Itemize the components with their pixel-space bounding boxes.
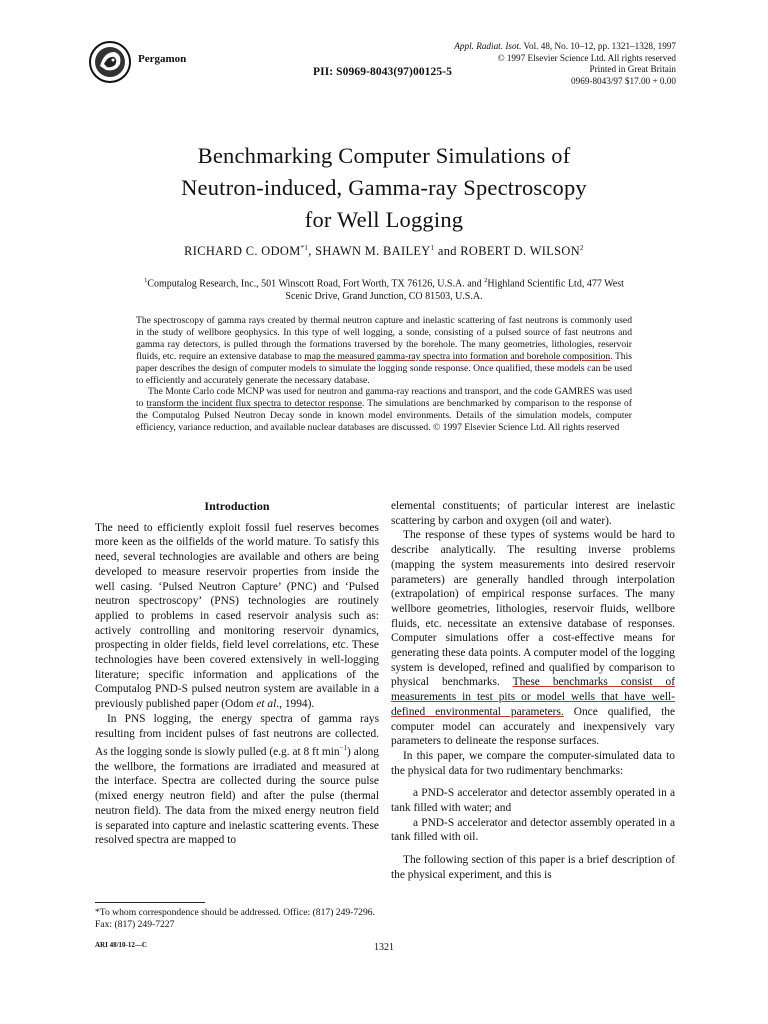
abstract-underlined-text: map the measured gamma-ray spectra into formation and borehole composition [304,350,611,362]
abstract-text: The Monte Carlo code MCNP was used for neutron and gamma-ray reactions and transport, and the code GAMRES was used to [136,386,632,410]
affil-1: Computalog Research, Inc., 501 Winscott Road, Fort Worth, TX 76126, U.S.A. and [147,278,485,290]
author-3: and ROBERT D. WILSON [434,244,580,259]
footnote [95,907,379,930]
footnote-text: *To whom correspondence should be addressed. Office: (817) 249-7296. Fax: (817) 249-7227 [95,907,375,930]
title-line-3: for Well Logging [304,207,464,232]
intro-paragraph-2 [95,712,379,848]
benchmark-item-2: a PND-S accelerator and detector assembly operated in a tank filled with oil. [391,816,675,844]
printed-line: Printed in Great Britain [589,64,676,75]
publisher-name: Pergamon [138,53,187,65]
abstract-text: . This paper describes the design of computer models to simulate the logging sonde response. Once qualified, these models can be used to efficiently and accurately generate the necessary database. [136,350,632,386]
title-line-2: Neutron-induced, Gamma-ray Spectroscopy [181,175,587,200]
abstract-paragraph-1 [136,315,632,386]
right-paragraph-3: In this paper, we compare the computer-simulated data to the physical data for two rudimentary benchmarks: [391,749,675,777]
pii-identifier: PII: S0969-8043(97)00125-5 [313,66,452,78]
body-underlined-text: These benchmarks consist of measurements in test pits or model wells that have well-defined environmental parameters. [391,676,675,718]
paper-title [84,140,684,236]
right-paragraph-4: The following section of this paper is a brief description of the physical experiment, and this is [391,854,675,881]
author-2-mark: 1 [430,244,435,252]
list-spacer [391,845,675,853]
article-tag: ARI 48/10-12—C [95,941,147,949]
affil-1-mark: 1 [144,277,148,284]
journal-citation [454,41,676,53]
body-text: The need to efficiently exploit fossil fuel reserves becomes more keen as the oilfields of the world mature. To satisfy this need, several technologies are available and others are being developed to measure reservoir properties from inside the well casing. ‘Pulsed Neutron Capture’ (PNC) and ‘Pulsed neutron spectroscopy’ (PNS) technologies are routinely applied to problems in cased reservoir analysis such as: actively controlling and monitoring reservoir dynamics, prospecting in older fields, field level correlations, etc. These technologies have been covered extensively in well-logging literature; specific information and applications of the Computalog PND-S pulsed neutron system are available in a previously published paper (Odom [95,521,379,711]
right-paragraph-2 [391,528,675,749]
intro-paragraph-1 [95,521,379,712]
right-column [391,499,675,883]
body-text: ) along the wellbore, the formations are irradiated and measured at the interface. Spectra are collected during the source pulse (mixed energy neutron field) and after the pulse (thermal neutron field). The data from the mixed energy neutron field is separated into capture and inelastic scattering events. These resolved spectra are mapped to [95,746,379,847]
abstract-underlined-text: transform the incident flux spectra to detector response [146,398,363,410]
left-column [95,499,379,848]
abstract-text: . The simulations are benchmarked by comparison to the response of the Computalog Pulsed Neutron Decay sonde in known model environments. Details of the simulation models, computer efficiency, variance reduction, and available nuclear databases are discussed. © 1997 Elsevier Science Ltd. All rights reserved [136,398,632,434]
affil-2-mark: 2 [484,277,488,284]
affil-2: Highland Scientific Ltd, 477 West Scenic Drive, Grand Junction, CO 81503, U.S.A. [285,278,624,302]
abstract-text: The spectroscopy of gamma rays created by thermal neutron capture and inelastic scattering of fast neutrons is commonly used in the study of wellbore geophysics. In this type of well logging, a sonde, consisting of a pulsed source of fast neutrons and gamma ray detectors, is pulled through the formations traversed by the borehole. The many geometries, lithologies, reservoir fluids, etc. require an extensive database to [136,315,632,362]
abstract-paragraph-2 [136,386,632,434]
author-1-mark: *1 [300,244,309,252]
body-text: The response of these types of systems would be hard to describe analytically. The resulting inverse problems (mapping the system measurements into desired reservoir parameters) are generally handled through interpolation (extrapolation) of empirical response surfaces. The many wellbore geometries, lithologies, reservoir fluids, wellbore fluids, etc. necessitate an extensive database of responses. Computer simulations offer a cost-effective means for generating these data points. A computer model of the logging system is developed, refined and qualified by comparison to physical benchmarks. [391,529,675,689]
footnote-rule [95,902,205,903]
page-number: 1321 [374,942,394,953]
body-text: In PNS logging, the energy spectra of gamma rays resulting from incident pulses of fast neutrons are collected. As the logging sonde is slowly pulled (e.g. at 8 ft min [95,712,379,759]
journal-info [454,41,676,87]
list-spacer [391,778,675,786]
body-text: Once qualified, the computer model can accurately and inexpensively vary parameters to delineate the response surfaces. [391,705,676,748]
body-text: ., 1994). [276,698,315,711]
author-list [84,244,684,259]
price-line: 0969-8043/97 $17.00 + 0.00 [571,75,676,86]
right-paragraph-1: elemental constituents; of particular interest are inelastic scattering by carbon and oxygen (oil and water). [391,500,675,527]
body-superscript: −1 [339,744,348,753]
benchmark-item-1: a PND-S accelerator and detector assembly operated in a tank filled with water; and [391,787,675,815]
affiliations [130,275,638,303]
author-2: , SHAWN M. BAILEY [308,244,431,259]
section-heading-introduction: Introduction [204,499,270,513]
journal-abbrev: Appl. Radiat. Isot. [454,41,522,51]
journal-volume: Vol. 48, No. 10–12, pp. 1321–1328, 1997 [521,41,676,51]
author-1: RICHARD C. ODOM [184,244,301,259]
body-italic: et al [256,698,277,711]
pergamon-logo-icon [88,40,132,84]
author-3-mark: 2 [580,244,584,252]
copyright-line: © 1997 Elsevier Science Ltd. All rights reserved [497,52,676,63]
abstract [136,315,632,434]
title-line-1: Benchmarking Computer Simulations of [197,143,571,168]
